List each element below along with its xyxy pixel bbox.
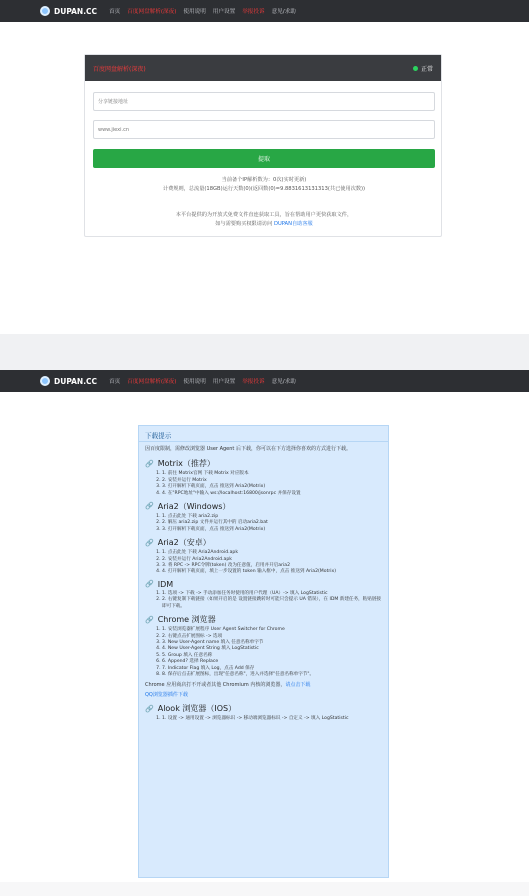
list-item: 3. 3. 将 RPC -> RPC令牌(token) 改为任意值，启用并开启aria2 bbox=[162, 563, 382, 569]
section-aria2android-title: Aria2（安卓） bbox=[157, 538, 211, 548]
list-item: 6. 6. Append? 选择 Replace bbox=[162, 659, 382, 665]
nav-item-guide[interactable]: 使用说明 bbox=[183, 379, 206, 385]
status-indicator bbox=[413, 64, 433, 73]
section-aria2win-list bbox=[145, 514, 382, 533]
link-icon: 🔗 bbox=[145, 704, 154, 713]
nav-item-report[interactable]: 举报投诉 bbox=[242, 379, 265, 385]
panel-intro: 因百度限制，需修改浏览器 User Agent 后下载，你可以在下方选择你喜欢的方式进行下载。 bbox=[145, 446, 351, 452]
list-item: 4. 4. New User-Agent String 填入 LogStatistic bbox=[162, 646, 382, 652]
list-item: 2. 2. 安装并运行 Aria2Android.apk bbox=[162, 557, 382, 563]
info-line-4-text: 如与需要购买权限请访问 bbox=[215, 221, 273, 227]
list-item: 5. 5. Group 填入 任意名称 bbox=[162, 653, 382, 659]
nav-item-settings[interactable]: 用户设置 bbox=[212, 379, 236, 385]
info-line-3: 本平台提供的为开放式免费文件直连获取工具，旨在帮助用户更快获取文件， bbox=[175, 212, 353, 218]
share-link-input[interactable]: 分享链接地址 bbox=[93, 92, 435, 111]
section-alook-heading bbox=[145, 703, 382, 714]
list-item: 3. 3. New User-Agent name 填入 任意名称单字节 bbox=[162, 640, 382, 646]
nav-item-guide[interactable]: 使用说明 bbox=[183, 9, 206, 15]
download-tips-panel bbox=[138, 425, 389, 878]
parse-card bbox=[84, 54, 442, 237]
section-chrome-heading bbox=[145, 614, 382, 625]
brand[interactable] bbox=[40, 6, 97, 16]
nav-item-parse[interactable]: 百度网盘解析(深夜) bbox=[127, 9, 177, 15]
list-item: 1. 1. 前往 Motrix官网 下载 Motrix 对应版本 bbox=[162, 471, 382, 477]
info-line-4 bbox=[85, 220, 443, 227]
list-item: 7. 7. Indicator Flag 填入 Log，点击 Add 保存 bbox=[162, 666, 382, 672]
list-item: 1. 1. 点击此处 下载 Aria2Android.apk bbox=[162, 550, 382, 556]
list-item: 3. 3. 打开解析下载页面，点击 推送到 Aria2(Motrix) bbox=[162, 484, 382, 490]
parse-card-header bbox=[85, 55, 441, 81]
parse-card-title: 百度网盘解析(深夜) bbox=[93, 65, 146, 73]
section-motrix-title: Motrix（推荐） bbox=[157, 459, 215, 469]
list-item: 1. 1. 选项 -> 下载 -> 手动添加任务时使用的用户代理（UA）-> 填入 LogStatistic bbox=[162, 591, 382, 597]
panel-body bbox=[139, 442, 388, 726]
cloud-icon bbox=[40, 6, 50, 16]
section-idm-heading bbox=[145, 580, 382, 589]
list-item: 2. 2. 安装并运行 Motrix bbox=[162, 478, 382, 484]
section-chrome-list bbox=[145, 627, 382, 678]
list-item: 4. 4. 在"RPC地址"中输入 ws://localhost:16800/jsonrpc 并保存设置 bbox=[162, 491, 382, 497]
qq-plugin-link[interactable]: QQ浏览器插件下载 bbox=[145, 691, 188, 698]
section-separator bbox=[0, 334, 529, 370]
list-item: 2. 2. 右键复制下载链接（如果开启的是 设置链接跳转时可能只会提示 UA 错误），在 IDM 新建任务，粘贴链接即可下载。 bbox=[162, 597, 382, 610]
section-aria2android-list bbox=[145, 550, 382, 576]
page-footer-band bbox=[0, 882, 529, 896]
top-navbar bbox=[0, 0, 529, 22]
link-icon: 🔗 bbox=[145, 538, 154, 547]
support-link[interactable]: DUPAN自助客服 bbox=[273, 221, 313, 227]
list-item: 1. 1. 设置 -> 通用设置 -> 浏览器标识 -> 移动端浏览器标识 -> 自定义 -> 填入 LogStatistic bbox=[162, 716, 382, 722]
panel-title: 下载提示 bbox=[139, 426, 388, 442]
chrome-download-link[interactable]: 请点击下载 bbox=[285, 681, 311, 688]
nav-item-home[interactable]: 首页 bbox=[109, 9, 121, 15]
section-aria2win-title: Aria2（Windows） bbox=[157, 501, 231, 511]
status-dot-icon bbox=[413, 66, 418, 71]
nav-item-settings[interactable]: 用户设置 bbox=[212, 9, 236, 15]
brand-2[interactable] bbox=[40, 376, 97, 386]
section-aria2android-heading bbox=[145, 537, 382, 548]
section-aria2win-heading bbox=[145, 501, 382, 512]
nav-item-report[interactable]: 举报投诉 bbox=[242, 9, 265, 15]
nav-item-home[interactable]: 首页 bbox=[109, 379, 121, 385]
section-alook-list bbox=[145, 716, 382, 722]
chrome-note-text: Chrome 应用商店打不开或者其他 Chromium 内核的浏览器， bbox=[145, 681, 286, 688]
brand-text: DUPAN.CC bbox=[54, 376, 98, 386]
extract-code-input[interactable]: www.jiexi.cn bbox=[93, 120, 435, 139]
link-icon: 🔗 bbox=[145, 580, 154, 589]
list-item: 1. 1. 点击此处 下载 aria2.zip bbox=[162, 514, 382, 520]
nav-item-help[interactable]: 意见/求助 bbox=[271, 379, 296, 385]
section-idm-title: IDM bbox=[157, 579, 174, 589]
list-item: 3. 3. 打开解析下载页面，点击 推送到 Aria2(Motrix) bbox=[162, 527, 382, 533]
info-line-2: 计费规则，总流量(18GB)运行天数(0)(返回数(0)=9.8831613131313(共已使用次数)) bbox=[162, 186, 366, 192]
status-text: 正常 bbox=[420, 65, 433, 73]
section-motrix-heading bbox=[145, 458, 382, 469]
section-chrome-title: Chrome 浏览器 bbox=[157, 615, 216, 625]
chrome-note bbox=[145, 682, 382, 689]
link-icon: 🔗 bbox=[145, 502, 154, 511]
nav-item-help[interactable]: 意见/求助 bbox=[271, 9, 296, 15]
link-icon: 🔗 bbox=[145, 615, 154, 624]
section-alook-title: Alook 浏览器（IOS） bbox=[157, 704, 237, 714]
link-icon: 🔗 bbox=[145, 459, 154, 468]
top-navbar-2 bbox=[0, 370, 529, 392]
section-motrix-list bbox=[145, 471, 382, 497]
list-item: 2. 2. 解压 aria2.zip 文件并运行其中的 启动aria2.bat bbox=[162, 520, 382, 526]
cloud-icon bbox=[40, 376, 50, 386]
info-line-1: 当前备个IP解析数为：0次(实时更新) bbox=[221, 177, 307, 183]
list-item: 2. 2. 右键点击扩展图标 -> 选项 bbox=[162, 634, 382, 640]
section-idm-list bbox=[145, 591, 382, 610]
submit-button[interactable]: 提取 bbox=[93, 149, 435, 168]
nav-item-parse[interactable]: 百度网盘解析(深夜) bbox=[127, 379, 177, 385]
list-item: 4. 4. 打开解析下载页面，填上一步设置的 token 输入框中，点击 推送到 Aria2(Motrix) bbox=[162, 569, 382, 575]
list-item: 8. 8. 保存后点击扩展图标，出现"任意名称"，进入并选择"任意名称单字节"。 bbox=[162, 672, 382, 678]
list-item: 1. 1. 安装浏览器扩展程序 User Agent Switcher for Chrome bbox=[162, 627, 382, 633]
brand-text: DUPAN.CC bbox=[54, 6, 98, 16]
